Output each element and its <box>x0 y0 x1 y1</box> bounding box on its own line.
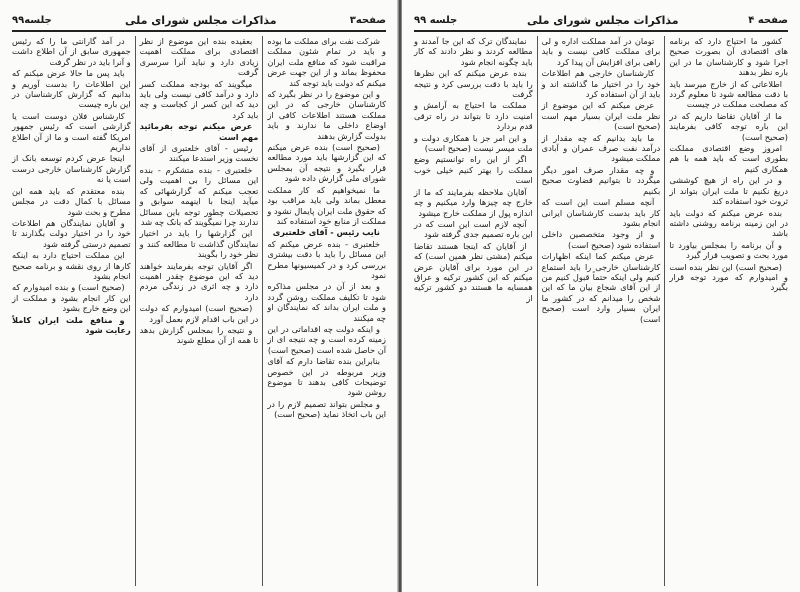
paragraph: (صحیح است) امیدوارم که دولت در این باب اقدام لازم بعمل آورد <box>139 303 259 324</box>
paragraph: و نتیجه را بمجلس گزارش بدهد تا همه از آن مطلع شوند <box>139 324 259 346</box>
text-column <box>537 36 665 586</box>
paragraph: شرکت نفت برای مملکت ما بوده و باید در تمام شئون مملکت مراقبت شود که منافع ملت ایران محفوظ بماند و از این جهت عرض میکنم که دولت باید توجه کند <box>267 36 386 88</box>
right-newspaper-page <box>402 0 800 592</box>
paragraph: و این امر جز با همکاری دولت و ملت میسر نیست (صحیح است) <box>413 132 533 154</box>
paragraph: این مملکت احتیاج دارد به اینکه کارها از روی نقشه و برنامه صحیح انجام بشود <box>11 250 131 281</box>
paragraph: و در این راه از هیچ کوششی دریغ نکنیم تا ملت ایران بتواند از ثروت خود استفاده کند <box>669 175 788 207</box>
paragraph: ما از آقایان تقاضا داریم که در این باره توجه کافی بفرمایند (صحیح است) <box>669 110 788 142</box>
session-number: جلسه۹۹ <box>12 14 52 26</box>
text-column <box>262 36 390 586</box>
paragraph: عرض میکنم که این موضوع از نظر ملت ایران بسیار مهم است (صحیح است) <box>541 100 661 132</box>
text-columns <box>410 36 792 586</box>
paragraph: امروز وضع اقتصادی مملکت بطوری است که باید همه با هم همکاری کنیم <box>669 143 788 174</box>
paragraph: بنده معتقدم که باید همه این مسائل با کمال دقت در مجلس مطرح و بحث شود <box>11 185 131 217</box>
paragraph: و اینکه دولت چه اقداماتی در این زمینه کرده است و چه نتیجه ای از آن حاصل شده است (صحیح است) <box>267 323 386 355</box>
page-header <box>12 10 386 32</box>
paragraph: اگر آقایان توجه بفرمایند خواهند دید که این موضوع چقدر اهمیت دارد و چه اثری در زندگی مردم دارد <box>139 260 259 302</box>
paragraph: اینجا عرض کردم توسعه بانک از گزارش کارشناسان خارجی درست است یا نه <box>11 153 131 185</box>
paragraph: رئیس - آقای خلعتبری از آقای نخست وزیر استدعا میکنند <box>139 143 259 164</box>
paragraph: کشور ما احتیاج دارد که برنامه های اقتصادی آن بصورت صحیح اجرا شود و کارشناسان ما در این باره نظر بدهند <box>669 36 788 78</box>
paragraph: مملکت ما احتیاج به آرامش و امنیت دارد تا بتواند در راه ترقی قدم بردارد <box>413 100 533 132</box>
paragraph: خلعتبری - بنده متشکرم - بنده این مسائل را بی اهمیت ولی تعجب میکنم که گزارشهائی که میآید اینجا با اینهمه سوابق و تحصیلات چطور توجه باین مسائل ندارند چرا نمیگویند که بانک چه شد <box>139 164 259 227</box>
text-column <box>135 36 263 586</box>
session-number: جلسه ۹۹ <box>414 14 458 26</box>
publication-title: مذاکرات مجلس شورای ملی <box>124 13 277 27</box>
paragraph: بنده عرض میکنم که دولت باید در این زمینه برنامه روشنی داشته باشد <box>669 207 788 239</box>
paragraph: باید پس ما حالا عرض میکنم که این اطلاعات را بدست آوریم و بدانیم که گزارش کارشناسان در این باره چیست <box>11 68 131 110</box>
text-column <box>410 36 537 586</box>
paragraph: و منافع ملت ایران کاملاً رعایت شود <box>11 314 131 335</box>
paragraph: بنابراین بنده تقاضا دارم که آقای وزیر مربوطه در این خصوص توضیحات کافی بدهند تا موضوع روشن شود <box>267 356 386 398</box>
text-columns <box>8 36 390 586</box>
page-number: صفحه۳ <box>349 14 386 26</box>
paragraph: بعقیده بنده این موضوع از نظر اقتصادی برای مملکت اهمیت زیادی دارد و نباید آنرا سرسری گرفت <box>139 36 259 78</box>
paragraph: نمایندگان ترک که این جا آمدند و مطالعه کردند و نظر دادند که کار باید چگونه انجام شود <box>413 36 533 67</box>
paragraph: کارشناسان خارجی هم اطلاعات خود را در اختیار ما گذاشته اند و باید از آن استفاده کرد <box>541 68 661 100</box>
page-number: صفحه ۴ <box>748 14 788 26</box>
publication-title: مذاکرات مجلس شورای ملی <box>526 13 679 27</box>
paragraph: خلعتبری - بنده عرض میکنم که این مسائل را باید با دقت بیشتری بررسی کرد و در کمیسیونها مطرح نمود <box>267 238 386 280</box>
text-column <box>8 36 135 586</box>
paragraph: تومان در آمد مملکت اداره و لی برای مملکت کافی نیست و باید راهی برای افزایش آن پیدا کرد <box>541 36 661 67</box>
paragraph: و مجلس بتواند تصمیم لازم را در این باب اتخاذ نماید (صحیح است) <box>267 398 386 420</box>
page-header <box>414 10 788 32</box>
paragraph: آنچه مسلم است این است که کار باید بدست کارشناسان ایرانی انجام بشود <box>541 197 661 228</box>
paragraph: میگویند که بودجه مملکت کسر دارد و درآمد کافی نیست ولی باید دید که این کسر از کجاست و چه باید کرد <box>139 78 259 120</box>
paragraph: اگر از این راه توانستیم وضع مملکت را بهتر کنیم خیلی خوب است <box>413 154 533 186</box>
paragraph: (صحیح است) بنده عرض میکنم که این گزارشها باید مورد مطالعه قرار بگیرد و نتیجه آن بمجلس شورای ملی گزارش داده شود <box>267 142 386 184</box>
paragraph: آقایان ملاحظه بفرمایند که ما از خارج چه چیزها وارد میکنیم و چه اندازه پول از مملکت خارج میشود <box>413 186 533 218</box>
paragraph: اطلاعاتی که از خارج میرسد باید با دقت مطالعه شود تا معلوم گردد که مصلحت مملکت در چیست <box>669 78 788 110</box>
paragraph: نایب رئیس - آقای خلعتبری <box>272 227 380 238</box>
paragraph: از آقایان که اینجا هستند تقاضا میکنم (مشتی نظر همین است) که در این مورد برای آقایان عرض میکنم که این کشور ترکیه و عراق همسایه ما هستند دو کشور ترکیه از <box>413 240 533 303</box>
paragraph: و بعد از آن در مجلس مذاکره شود تا تکلیف مملکت روشن گردد و ملت ایران بداند که نمایندگان او چه میکنند <box>267 281 386 323</box>
paragraph: و آقایان نمایندگان هم اطلاعات خود را در اختیار دولت بگذارند تا تصمیم درستی گرفته شود <box>11 217 131 249</box>
paragraph: (صحیح است) و بنده امیدوارم که این کار انجام بشود و مملکت از این وضع خارج بشود <box>11 282 131 314</box>
paragraph: و از وجود متخصصین داخلی استفاده شود (صحیح است) <box>541 229 661 250</box>
text-column <box>664 36 792 586</box>
paragraph: کارشناس فلان دوست است یا گزارشی است که رئیس جمهور امریکا گفته است و ما از آن اطلاع نداریم <box>11 110 131 153</box>
paragraph: عرض میکنم توجه بفرمائید مهم است <box>139 121 259 142</box>
paragraph: در آمد گارانتی ما را که رئیس جمهوری سابق از آن اطلاع داشت و آنرا باید در نظر گرفت <box>11 36 131 67</box>
paragraph: و این موضوع را در نظر بگیرد که کارشناسان خارجی که در این مملکت هستند اطلاعات کافی از اوضاع داخلی ما ندارند و باید بدولت گزارش بدهند <box>267 89 386 141</box>
paragraph: بنده عرض میکنم که این نظرها را باید با دقت بررسی کرد و نتیجه گرفت <box>413 68 533 100</box>
paragraph: آنچه لازم است این است که در این باره تصمیم جدی گرفته شود <box>413 218 533 240</box>
paragraph: ما نمیخواهیم که کار مملکت معطل بماند ولی باید مراقب بود که حقوق ملت ایران پایمال نشود و مملکت از منابع خود استفاده کند <box>267 184 386 226</box>
paragraph: این گزارشها را باید در اختیار نمایندگان گذاشت تا مطالعه کنند و نظر خود را بگویند <box>139 228 259 260</box>
paragraph: (صحیح است) این نظر بنده است و امیدوارم که مورد توجه قرار بگیرد <box>669 261 788 293</box>
paragraph: و چه مقدار صرف امور دیگر میگردد تا بتوانیم قضاوت صحیح بکنیم <box>541 164 661 196</box>
left-newspaper-page <box>0 0 398 592</box>
paragraph: ما باید بدانیم که چه مقدار از درآمد نفت صرف عمران و آبادی مملکت میشود <box>541 132 661 164</box>
paragraph: و آن برنامه را بمجلس بیاورد تا مورد بحث و تصویب قرار گیرد <box>669 239 788 261</box>
paragraph: عرض میکنم کما اینکه اظهارات کارشناسان خارجی را باید استماع کنیم ولی اینکه حتماً قبول کنیم من از این آقای شجاع بیان ما که این شخص را میدانم که در کشور ما ایران بسیار وارد است (صحیح است) <box>541 251 661 324</box>
